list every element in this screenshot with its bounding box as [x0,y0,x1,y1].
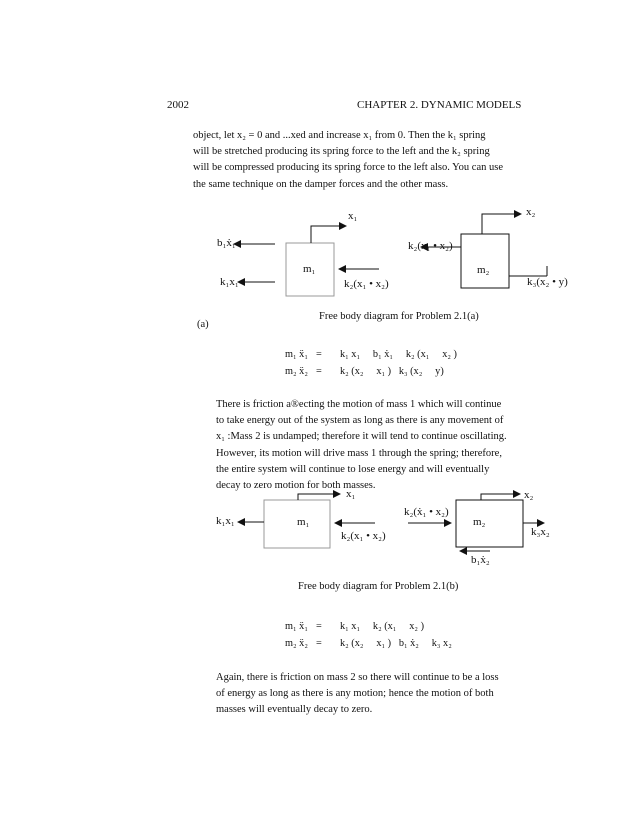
eq-a1-op: = [316,349,322,360]
damper2-label-b: b₁ẋ₂ [471,554,490,566]
mass1-label-a: m₁ [303,263,316,275]
x1-arrow-a [311,226,346,243]
mass2-label-b: m₂ [473,516,486,528]
caption-a: Free body diagram for Problem 2.1(a) [319,311,479,322]
friction-paragraph [216,397,526,494]
para-b-line: decay to zero motion for both masses. [216,480,376,492]
eq-b1-lhs: m₁ ẍ₁ [285,621,308,632]
part-label-a: (a) [197,319,209,330]
eq-a2-lhs: m₂ ẍ₂ [285,366,308,377]
eq-b2-rhs: k₂ (x₂ x₁ ) b₁ ẋ₂ k₃ x₂ [340,638,452,649]
mass2-box-b [456,500,523,547]
chapter-title: CHAPTER 2. DYNAMIC MODELS [357,99,522,111]
eq-a1-rhs: k₁ x₁ b₁ ẋ₁ k₂ (x₁ x₂ ) [340,349,457,360]
eq-b2-op: = [316,638,322,649]
spring3-label-b: k₃x₂ [531,526,550,538]
intro-line: will be compressed producing its spring force to the left also. You can use [193,162,503,174]
final-line: masses will eventually decay to zero. [216,704,373,716]
spring12-label-m2-a: k₂(x₁ • x₂) [408,240,453,252]
mass2-label-a: m₂ [477,264,490,276]
para-b-line: to take energy out of the system as long as there is any movement of [216,415,504,427]
final-paragraph [216,670,526,719]
mass2-box-a [461,234,509,288]
spring3-label-a: k₃(x₂ • y) [527,276,568,288]
intro-line: will be stretched producing its spring force to the left and the k₂ spring [193,146,490,158]
final-line: of energy as long as there is any motion; hence the motion of both [216,688,494,700]
para-b-line: x₁ :Mass 2 is undamped; therefore it will tend to continue oscillating. [216,431,507,443]
eq-a1-lhs: m₁ ẍ₁ [285,349,308,360]
para-b-line: However, its motion will drive mass 1 through the spring; therefore, [216,447,502,459]
x2-arrow-a [482,214,521,234]
page-number: 2002 [167,99,189,111]
final-line: Again, there is friction on mass 2 so there will continue to be a loss [216,672,499,683]
intro-line: object, let x₂ = 0 and ...xed and increase x₁ from 0. Then the k₁ spring [193,130,486,141]
eq-b1-rhs: k₁ x₁ k₂ (x₁ x₂ ) [340,621,425,632]
spring1-label-a: k₁x₁ [220,276,239,288]
spring12-label-m1-a: k₂(x₁ • x₂) [344,278,389,290]
x1-label-b: x₁ [346,488,356,500]
eq-a2-rhs: k₂ (x₂ x₁ ) k₃ (x₂ y) [340,366,444,377]
para-b-line: There is friction a®ecting the motion of mass 1 which will continue [216,399,502,410]
x2-label-a: x₂ [526,206,536,218]
eq-b2-lhs: m₂ ẍ₂ [285,638,308,649]
eq-a2-op: = [316,366,322,377]
spring12-label-m2-b: k₂(ẋ₁ • x₂) [404,506,449,518]
spring12-label-m1-b: k₂(x₁ • x₂) [341,530,386,542]
spring1-label-b: k₁x₁ [216,515,235,527]
x2-arrow-b [481,494,520,500]
para-b-line: the entire system will continue to lose energy and will eventually [216,463,490,475]
eq-b1-op: = [316,621,322,632]
x1-arrow-b [298,494,340,500]
caption-b: Free body diagram for Problem 2.1(b) [298,581,459,592]
intro-line: the same technique on the damper forces and the other mass. [193,178,449,190]
x1-label-a: x₁ [348,210,358,222]
mass1-label-b: m₁ [297,516,310,528]
damper1-label-a: b₁ẋ₁ [217,237,236,249]
x2-label-b: x₂ [524,489,534,501]
